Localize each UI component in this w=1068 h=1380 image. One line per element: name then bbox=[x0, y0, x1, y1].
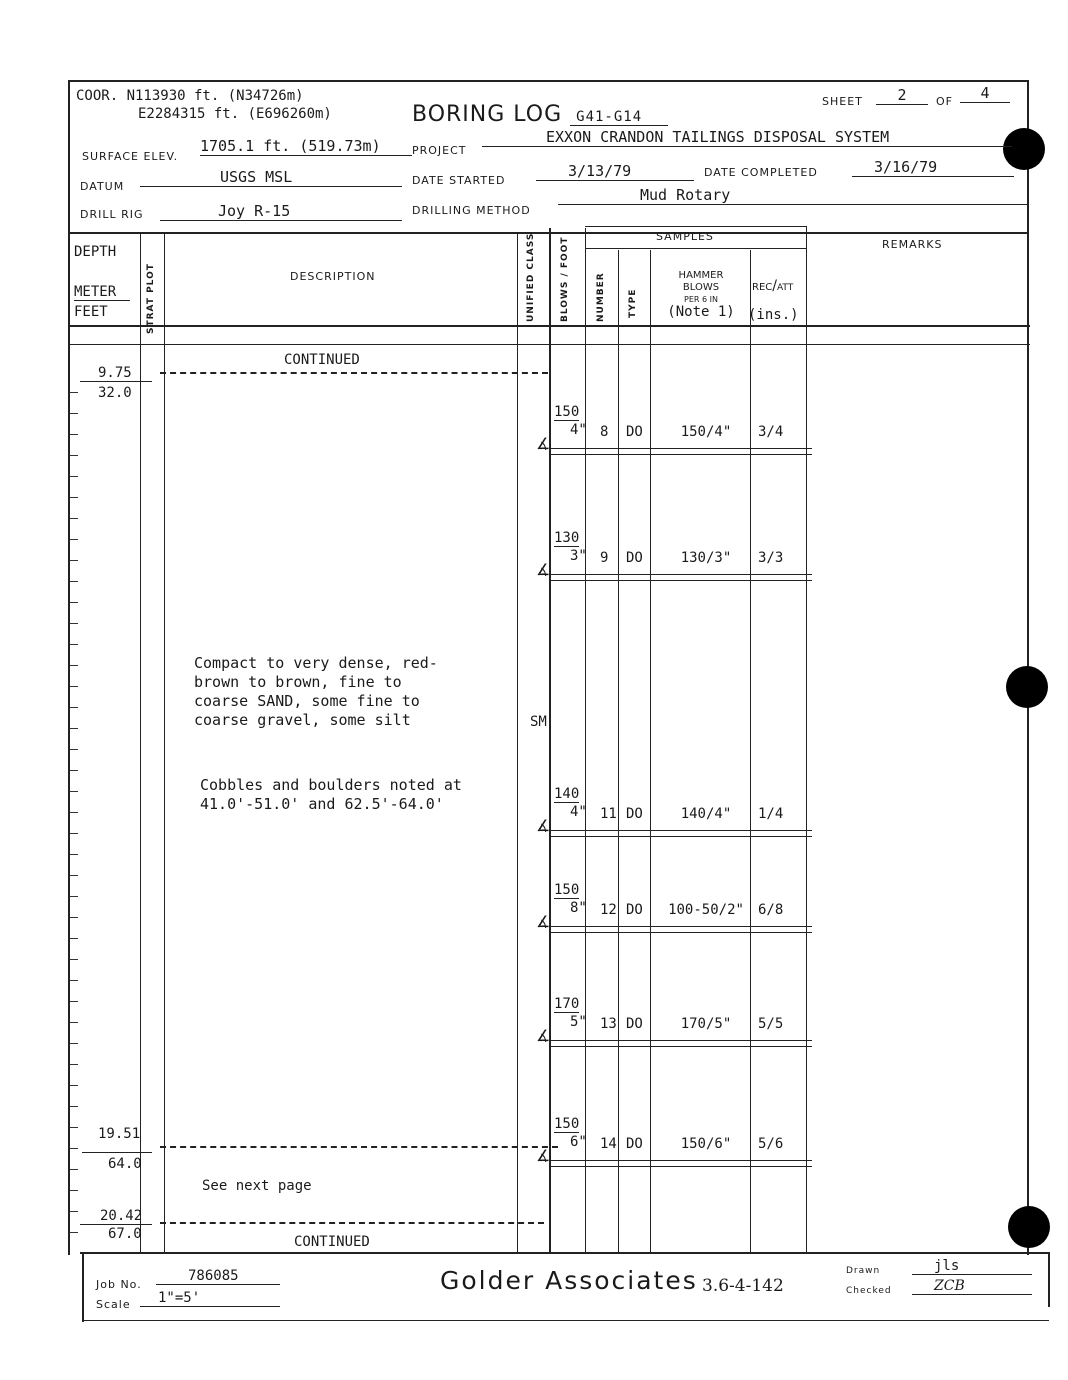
depth-tick bbox=[70, 896, 78, 897]
depth-tick bbox=[70, 686, 78, 687]
blows-penetration: 8" bbox=[570, 900, 587, 916]
col-strat-right bbox=[164, 234, 165, 1252]
depth-top-meter: 9.75 bbox=[80, 365, 152, 382]
depth-tick bbox=[70, 434, 78, 435]
col-hammer-line2: BLOWS bbox=[682, 282, 720, 293]
unified-class-value: SM bbox=[530, 714, 547, 730]
hammer-blows: 130/3" bbox=[680, 550, 732, 566]
blows-penetration: 5" bbox=[570, 1014, 587, 1030]
drilling-method-label: DRILLING METHOD bbox=[412, 204, 531, 217]
col-meter: METER bbox=[74, 284, 130, 301]
blows-count: 140 bbox=[554, 786, 580, 802]
col-hammer-right bbox=[750, 250, 751, 1252]
sample-interval-line bbox=[550, 836, 812, 837]
depth-tick bbox=[70, 1148, 78, 1149]
cobbles-line: Cobbles and boulders noted at bbox=[200, 776, 462, 794]
depth-tick bbox=[70, 854, 78, 855]
stratum-boundary-mid bbox=[160, 1146, 558, 1148]
blows-penetration: 3" bbox=[570, 548, 587, 564]
checked-label: Checked bbox=[846, 1286, 892, 1296]
footer-left-line bbox=[82, 1252, 84, 1322]
depth-tick bbox=[70, 812, 78, 813]
sheet-total: 4 bbox=[960, 84, 1010, 103]
cobbles-note bbox=[200, 776, 462, 814]
coordinates-north: COOR. N113930 ft. (N34726m) bbox=[76, 88, 304, 104]
frame-left bbox=[68, 80, 70, 1255]
sample-interval-line bbox=[550, 574, 812, 575]
continued-top: CONTINUED bbox=[284, 352, 360, 368]
sample-marker-arrow: ∡ bbox=[536, 434, 551, 453]
sample-type: DO bbox=[626, 806, 643, 822]
sample-number: 13 bbox=[600, 1016, 617, 1032]
soil-description bbox=[194, 654, 438, 730]
sample-number: 12 bbox=[600, 902, 617, 918]
depth-tick bbox=[70, 707, 78, 708]
sample-number: 9 bbox=[600, 550, 609, 566]
blows-penetration: 4" bbox=[570, 422, 587, 438]
recovery: 5/5 bbox=[758, 1016, 784, 1032]
depth-tick bbox=[70, 980, 78, 981]
depth-tick bbox=[70, 644, 78, 645]
page-title bbox=[412, 102, 668, 127]
depth-tick bbox=[70, 1106, 78, 1107]
of-label: OF bbox=[936, 95, 953, 108]
description-line: Compact to very dense, red- bbox=[194, 654, 438, 672]
depth-mid-meter: 19.51 bbox=[98, 1126, 141, 1142]
checked-signature: ZCB bbox=[912, 1278, 1032, 1295]
col-unified-class: UNIFIED CLASS bbox=[526, 232, 536, 322]
depth-tick bbox=[70, 392, 78, 393]
drill-rig-value: Joy R-15 bbox=[160, 202, 402, 221]
depth-tick bbox=[70, 665, 78, 666]
sheet-label: SHEET bbox=[822, 95, 863, 108]
punch-hole bbox=[1008, 1206, 1050, 1248]
date-completed-value: 3/16/79 bbox=[852, 158, 1014, 177]
depth-tick bbox=[70, 1211, 78, 1212]
depth-tick bbox=[70, 938, 78, 939]
depth-tick bbox=[70, 455, 78, 456]
blows-count: 130 bbox=[554, 530, 580, 546]
samples-sub bbox=[585, 248, 806, 249]
sample-marker-arrow: ∡ bbox=[536, 1146, 551, 1165]
stratum-boundary-top bbox=[160, 372, 548, 374]
date-started-label: DATE STARTED bbox=[412, 174, 506, 187]
job-number: 786085 bbox=[156, 1268, 280, 1285]
sample-interval-line bbox=[550, 1166, 812, 1167]
depth-tick bbox=[70, 791, 78, 792]
col-desc-right bbox=[517, 234, 518, 1252]
hammer-blows: 170/5" bbox=[680, 1016, 732, 1032]
samples-top bbox=[585, 226, 806, 227]
blows-count: 150 bbox=[554, 1116, 580, 1132]
depth-tick bbox=[70, 476, 78, 477]
depth-tick bbox=[70, 1127, 78, 1128]
see-next-page: See next page bbox=[202, 1178, 312, 1194]
depth-tick bbox=[70, 959, 78, 960]
depth-tick bbox=[70, 1043, 78, 1044]
col-rec-bottom: ATT bbox=[776, 283, 794, 293]
blows-count: 150 bbox=[554, 882, 580, 898]
scale-label: Scale bbox=[96, 1298, 131, 1311]
col-rec-units: (ins.) bbox=[748, 307, 799, 323]
depth-tick bbox=[70, 560, 78, 561]
description-line: coarse SAND, some fine to bbox=[194, 692, 420, 710]
sample-interval-line bbox=[550, 926, 812, 927]
datum-label: DATUM bbox=[80, 180, 125, 193]
col-rec: REC/ATT bbox=[752, 278, 794, 294]
footer-right-line bbox=[1048, 1252, 1050, 1307]
project-value: EXXON CRANDON TAILINGS DISPOSAL SYSTEM bbox=[482, 128, 1012, 147]
sample-type: DO bbox=[626, 1136, 643, 1152]
recovery: 1/4 bbox=[758, 806, 784, 822]
sample-interval-line bbox=[550, 448, 812, 449]
col-rec-top: REC bbox=[752, 282, 773, 293]
sample-type: DO bbox=[626, 902, 643, 918]
col-depth-right bbox=[140, 234, 141, 1252]
boring-id: G41-G14 bbox=[570, 109, 668, 126]
sample-type: DO bbox=[626, 1016, 643, 1032]
depth-tick bbox=[70, 623, 78, 624]
cobbles-line: 41.0'-51.0' and 62.5'-64.0' bbox=[200, 795, 444, 813]
depth-tick bbox=[70, 602, 78, 603]
depth-mid-feet: 64.0 bbox=[108, 1156, 142, 1172]
col-samples: SAMPLES bbox=[656, 230, 714, 243]
col-remarks: REMARKS bbox=[882, 238, 943, 251]
hammer-blows: 100-50/2" bbox=[668, 902, 744, 918]
scale-value: 1"=5' bbox=[140, 1290, 280, 1307]
sample-number: 11 bbox=[600, 806, 617, 822]
hammer-blows: 140/4" bbox=[680, 806, 732, 822]
sheet-number: 2 bbox=[876, 86, 928, 105]
date-completed-label: DATE COMPLETED bbox=[704, 166, 818, 179]
description-line: coarse gravel, some silt bbox=[194, 711, 411, 729]
depth-tick bbox=[70, 497, 78, 498]
blows-count: 170 bbox=[554, 996, 580, 1012]
description-line: brown to brown, fine to bbox=[194, 673, 402, 691]
col-rec-right bbox=[806, 226, 807, 1252]
depth-tick bbox=[70, 518, 78, 519]
sample-interval-line bbox=[550, 1040, 812, 1041]
col-type: TYPE bbox=[628, 288, 638, 318]
hammer-blows: 150/6" bbox=[680, 1136, 732, 1152]
sample-type: DO bbox=[626, 550, 643, 566]
blows-penetration: 4" bbox=[570, 804, 587, 820]
sample-interval-line bbox=[550, 1046, 812, 1047]
header-bottom-line bbox=[68, 232, 1028, 234]
surface-elev-label: SURFACE ELEV. bbox=[82, 150, 179, 163]
depth-tick bbox=[70, 749, 78, 750]
sample-interval-line bbox=[550, 580, 812, 581]
datum-value: USGS MSL bbox=[140, 168, 402, 187]
col-blows-right bbox=[585, 228, 586, 1252]
depth-tick bbox=[70, 1232, 78, 1233]
col-hammer-line3: PER 6 IN bbox=[684, 295, 718, 304]
depth-tick bbox=[70, 1085, 78, 1086]
depth-mid-divider bbox=[82, 1152, 152, 1153]
sample-interval-line bbox=[550, 830, 812, 831]
sample-type: DO bbox=[626, 424, 643, 440]
sample-marker-arrow: ∡ bbox=[536, 1026, 551, 1045]
sample-number: 14 bbox=[600, 1136, 617, 1152]
sample-marker-arrow: ∡ bbox=[536, 912, 551, 931]
surface-elev-value: 1705.1 ft. (519.73m) bbox=[200, 137, 412, 156]
sample-marker-arrow: ∡ bbox=[536, 816, 551, 835]
col-feet: FEET bbox=[74, 304, 108, 320]
punch-hole bbox=[1006, 666, 1048, 708]
sample-marker-arrow: ∡ bbox=[536, 560, 551, 579]
depth-tick bbox=[70, 1064, 78, 1065]
company-name: Golder Associates bbox=[440, 1266, 698, 1295]
sample-interval-line bbox=[550, 932, 812, 933]
depth-tick bbox=[70, 1190, 78, 1191]
col-hammer-line1: HAMMER bbox=[678, 270, 724, 281]
footer-bottom-line bbox=[84, 1320, 1049, 1321]
coordinates-east: E2284315 ft. (E696260m) bbox=[138, 106, 332, 122]
drawn-value: jls bbox=[912, 1258, 1032, 1275]
continued-bottom: CONTINUED bbox=[294, 1234, 370, 1250]
depth-bottom-meter: 20.42 bbox=[80, 1208, 152, 1225]
col-number-right bbox=[618, 250, 619, 1252]
recovery: 5/6 bbox=[758, 1136, 784, 1152]
col-type-right bbox=[650, 250, 651, 1252]
job-label: Job No. bbox=[96, 1278, 142, 1291]
date-started-value: 3/13/79 bbox=[536, 162, 694, 181]
depth-tick bbox=[70, 875, 78, 876]
sample-number: 8 bbox=[600, 424, 609, 440]
frame-top bbox=[68, 80, 1028, 82]
col-number: NUMBER bbox=[596, 272, 606, 322]
blows-count: 150 bbox=[554, 404, 580, 420]
hammer-blows: 150/4" bbox=[680, 424, 732, 440]
depth-tick bbox=[70, 770, 78, 771]
blows-penetration: 6" bbox=[570, 1134, 587, 1150]
col-description: DESCRIPTION bbox=[290, 270, 376, 283]
project-label: PROJECT bbox=[412, 144, 467, 157]
depth-tick bbox=[70, 917, 78, 918]
title-prefix: BORING LOG bbox=[412, 102, 563, 127]
depth-tick bbox=[70, 1022, 78, 1023]
stratum-boundary-bottom bbox=[160, 1222, 544, 1224]
depth-tick bbox=[70, 1169, 78, 1170]
recovery: 3/3 bbox=[758, 550, 784, 566]
depth-tick bbox=[70, 581, 78, 582]
col-blows-foot: BLOWS / FOOT bbox=[560, 236, 570, 322]
col-strat-plot: STRAT PLOT bbox=[146, 263, 156, 334]
depth-tick bbox=[70, 833, 78, 834]
depth-top-feet: 32.0 bbox=[98, 385, 132, 401]
col-depth: DEPTH bbox=[74, 244, 117, 260]
depth-bottom-feet: 67.0 bbox=[108, 1226, 142, 1242]
depth-tick bbox=[70, 1001, 78, 1002]
footer-top-line bbox=[80, 1252, 1050, 1254]
col-class-right bbox=[549, 228, 551, 1252]
depth-tick bbox=[70, 539, 78, 540]
drilling-method-value: Mud Rotary bbox=[558, 186, 1028, 205]
drill-rig-label: DRILL RIG bbox=[80, 208, 144, 221]
sample-interval-line bbox=[550, 1160, 812, 1161]
depth-tick bbox=[70, 413, 78, 414]
sample-interval-line bbox=[550, 454, 812, 455]
col-hammer-note: (Note 1) bbox=[667, 304, 735, 320]
drawn-label: Drawn bbox=[846, 1266, 881, 1276]
col-hammer bbox=[654, 270, 748, 318]
recovery: 3/4 bbox=[758, 424, 784, 440]
document-code: 3.6-4-142 bbox=[702, 1276, 784, 1296]
recovery: 6/8 bbox=[758, 902, 784, 918]
depth-tick bbox=[70, 728, 78, 729]
